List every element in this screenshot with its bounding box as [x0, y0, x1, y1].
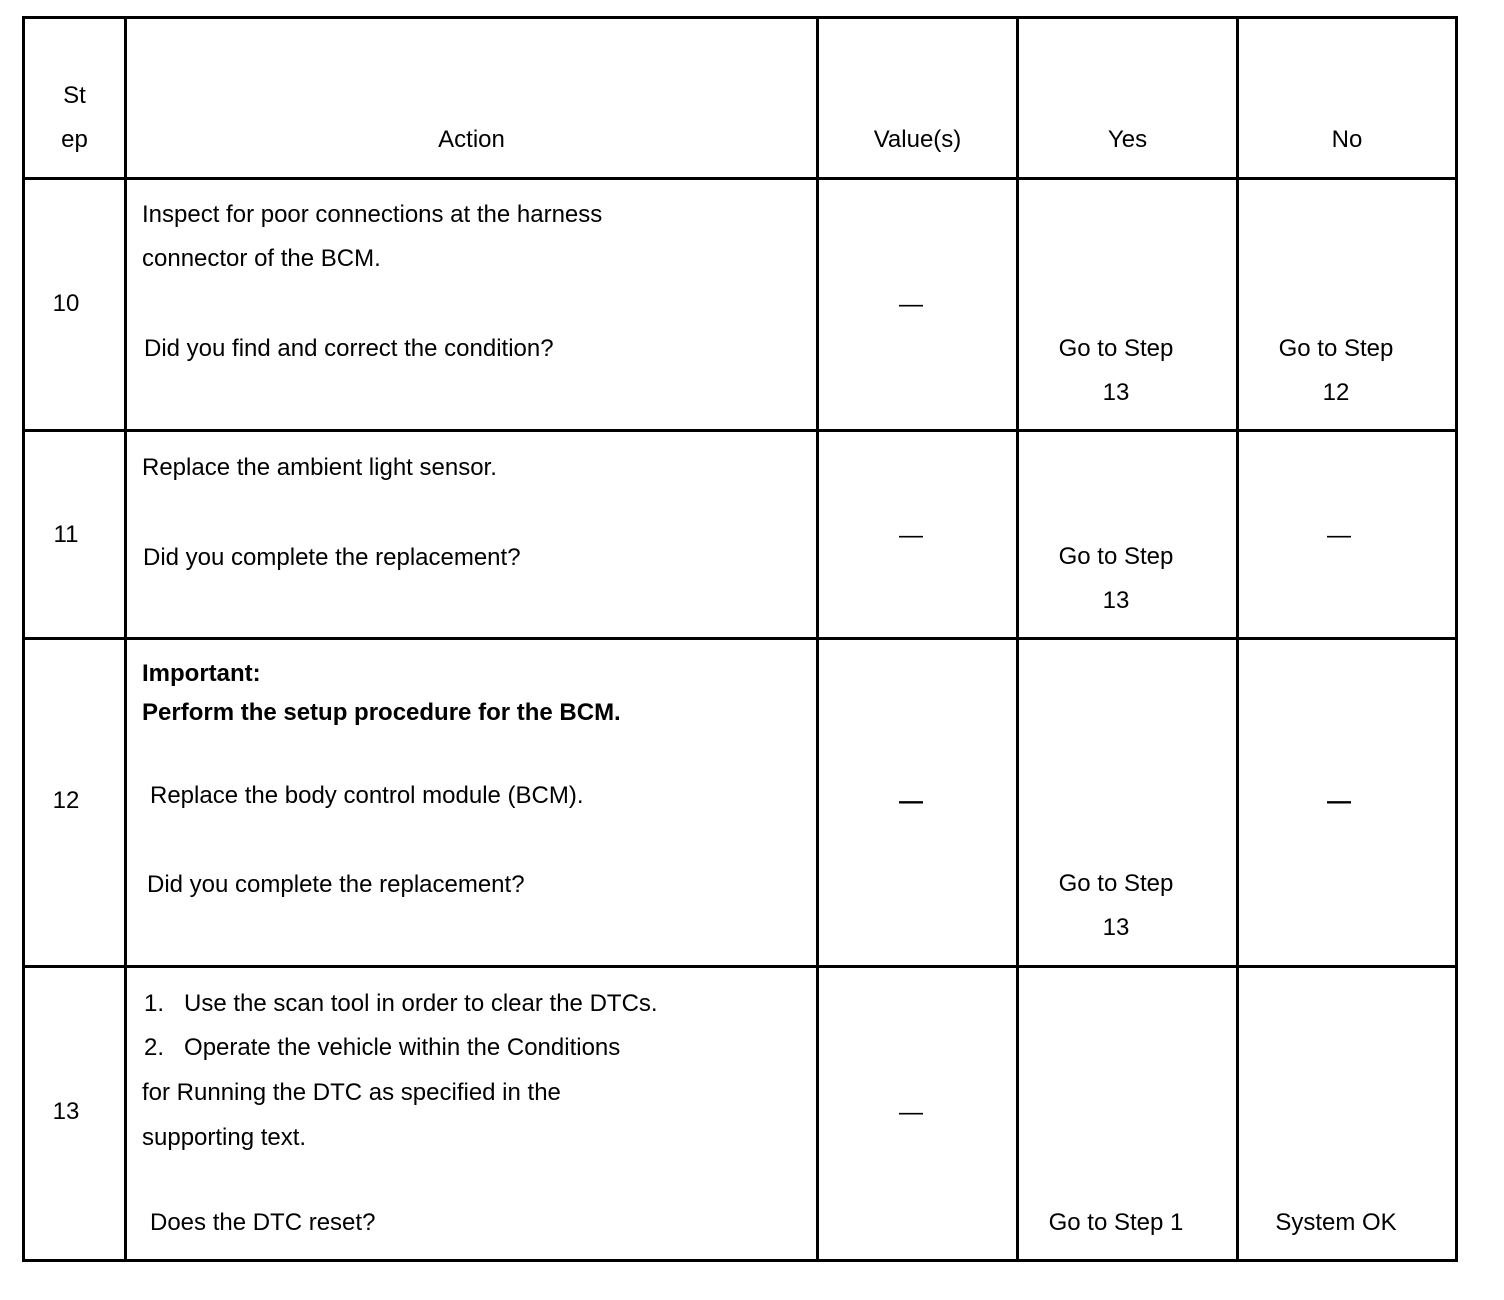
action-text: connector of the BCM.: [142, 245, 381, 272]
header-step-line1: St: [63, 82, 86, 109]
action-text: 2. Operate the vehicle within the Conditions: [144, 1034, 621, 1061]
header-step-line2: ep: [61, 126, 88, 153]
grid-line: [22, 429, 1458, 432]
action-text: supporting text.: [142, 1124, 307, 1151]
yes-action: Go to Step: [1058, 543, 1174, 570]
value-dash: —: [899, 1099, 923, 1126]
step-number: 11: [53, 521, 79, 548]
important-text: Perform the setup procedure for the BCM.: [142, 699, 621, 726]
action-text: Inspect for poor connections at the harness: [142, 201, 603, 228]
value-dash: —: [899, 522, 923, 549]
grid-line: [22, 1259, 1458, 1262]
no-dash: —: [1327, 788, 1351, 815]
question-text: Does the DTC reset?: [150, 1209, 376, 1236]
value-dash: —: [899, 788, 923, 815]
header-no: No: [1331, 126, 1363, 153]
header-action: Action: [438, 126, 505, 153]
grid-line: [22, 177, 1458, 180]
header-values: Value(s): [873, 126, 962, 153]
yes-action: Go to Step 1: [1048, 1209, 1184, 1236]
action-text: for Running the DTC as specified in the: [142, 1079, 561, 1106]
value-dash: —: [899, 291, 923, 318]
yes-action: 13: [1102, 379, 1130, 406]
question-text: Did you find and correct the condition?: [144, 335, 554, 362]
yes-action: Go to Step: [1058, 870, 1174, 897]
yes-action: 13: [1102, 587, 1130, 614]
header-yes: Yes: [1107, 126, 1148, 153]
yes-action: Go to Step: [1058, 335, 1174, 362]
action-text: Replace the body control module (BCM).: [150, 782, 584, 809]
grid-line: [22, 637, 1458, 640]
yes-action: 13: [1102, 914, 1130, 941]
step-number: 10: [52, 290, 80, 317]
no-action: 12: [1322, 379, 1350, 406]
step-number: 12: [52, 787, 80, 814]
action-text: 1. Use the scan tool in order to clear the DTCs.: [144, 990, 658, 1017]
question-text: Did you complete the replacement?: [147, 871, 525, 898]
no-action: System OK: [1275, 1209, 1397, 1236]
no-action: Go to Step: [1278, 335, 1394, 362]
question-text: Did you complete the replacement?: [143, 544, 521, 571]
grid-line: [22, 965, 1458, 968]
no-dash: —: [1327, 522, 1351, 549]
action-text: Replace the ambient light sensor.: [142, 454, 497, 481]
important-label: Important:: [142, 660, 261, 687]
step-number: 13: [52, 1098, 80, 1125]
diagnostic-table: [22, 16, 1458, 1262]
grid-line: [22, 16, 1458, 19]
